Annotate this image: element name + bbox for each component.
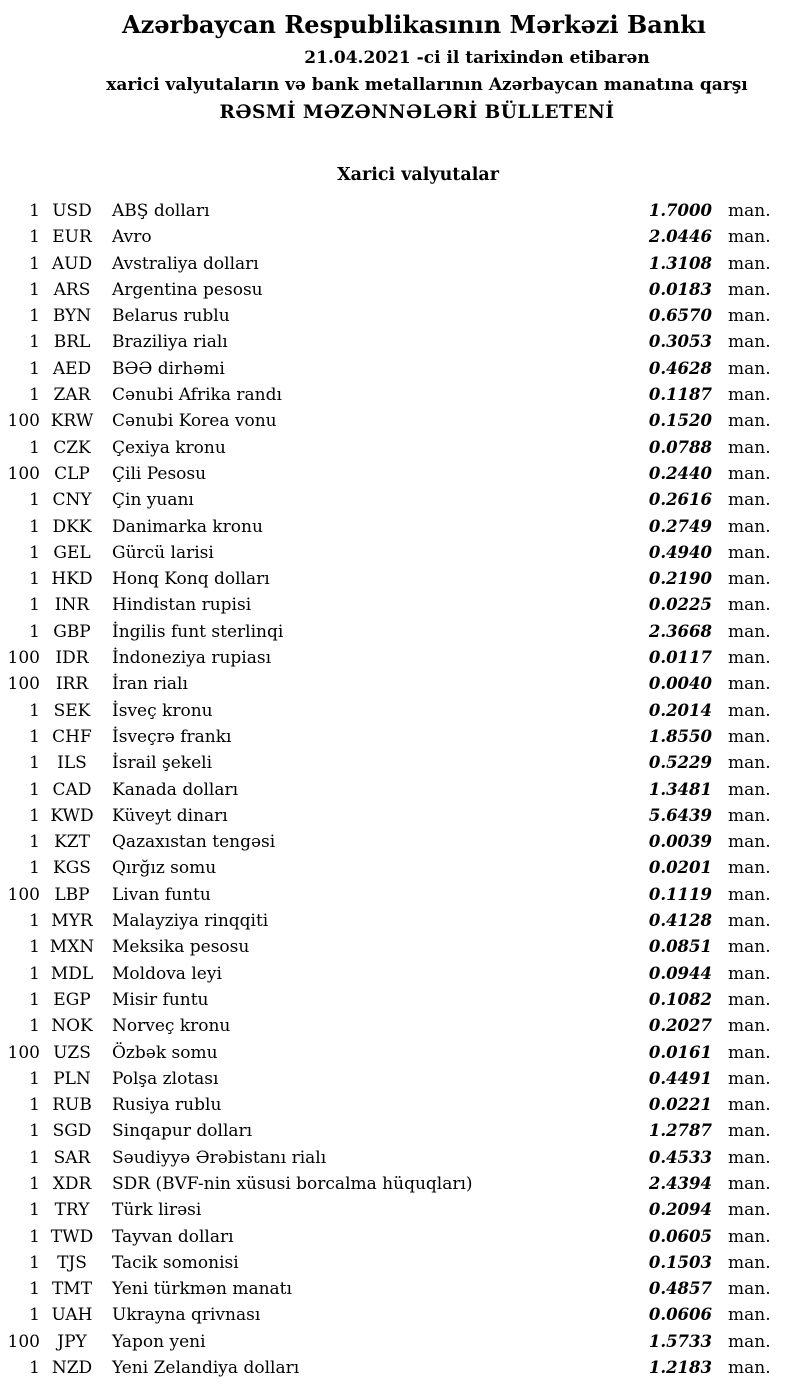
effective-date-line: 21.04.2021 -ci il tarixindən etibarən bbox=[304, 48, 650, 68]
row-quantity: 1 bbox=[29, 1095, 40, 1116]
row-rate-value: 0.2014 bbox=[648, 700, 712, 720]
row-rate-unit: man. bbox=[728, 569, 771, 590]
row-currency-name: İsveçrə frankı bbox=[112, 726, 232, 747]
row-currency-code: AUD bbox=[51, 253, 93, 274]
row-currency-code: SGD bbox=[52, 1121, 92, 1142]
row-rate-unit: man. bbox=[728, 911, 771, 932]
row-rate-value: 5.6439 bbox=[648, 805, 712, 825]
row-currency-name: SDR (BVF-nin xüsusi borcalma hüquqları) bbox=[112, 1173, 473, 1194]
row-rate-value: 0.0161 bbox=[648, 1042, 712, 1062]
row-currency-name: İngilis funt sterlinqi bbox=[112, 621, 284, 642]
row-rate-value: 0.2616 bbox=[648, 490, 712, 510]
row-currency-name: Çexiya kronu bbox=[112, 437, 226, 458]
row-quantity: 1 bbox=[29, 385, 40, 406]
rate-row bbox=[0, 566, 800, 592]
row-rate-value: 0.0039 bbox=[648, 832, 712, 852]
row-quantity: 100 bbox=[7, 884, 40, 905]
row-rate-value: 0.0225 bbox=[648, 595, 712, 615]
rate-row bbox=[0, 645, 800, 671]
row-currency-code: BRL bbox=[53, 332, 91, 353]
row-rate-unit: man. bbox=[728, 253, 771, 274]
row-rate-value: 0.2440 bbox=[648, 463, 712, 483]
row-rate-unit: man. bbox=[728, 700, 771, 721]
row-quantity: 1 bbox=[29, 858, 40, 879]
row-quantity: 100 bbox=[7, 1331, 40, 1352]
row-currency-code: MXN bbox=[49, 937, 95, 958]
row-rate-unit: man. bbox=[728, 753, 771, 774]
row-quantity: 1 bbox=[29, 805, 40, 826]
row-rate-value: 1.8550 bbox=[648, 726, 712, 746]
row-currency-name: Türk lirəsi bbox=[112, 1200, 202, 1221]
row-rate-unit: man. bbox=[728, 1016, 771, 1037]
row-currency-name: Rusiya rublu bbox=[112, 1095, 222, 1116]
rate-row bbox=[0, 961, 800, 987]
row-quantity: 1 bbox=[29, 253, 40, 274]
row-currency-code: GBP bbox=[53, 621, 91, 642]
row-currency-code: INR bbox=[54, 595, 90, 616]
rate-row bbox=[0, 1171, 800, 1197]
rates-table bbox=[0, 198, 800, 1381]
bulletin-heading: RƏSMİ MƏZƏNNƏLƏRİ BÜLLETENİ bbox=[219, 102, 615, 123]
row-currency-code: EGP bbox=[53, 989, 91, 1010]
row-currency-name: Moldova leyi bbox=[112, 963, 222, 984]
row-currency-name: İndoneziya rupiası bbox=[112, 648, 272, 669]
row-rate-unit: man. bbox=[728, 621, 771, 642]
bank-title: Azərbaycan Respublikasının Mərkəzi Bankı bbox=[121, 10, 707, 39]
row-quantity: 1 bbox=[29, 937, 40, 958]
rate-row bbox=[0, 514, 800, 540]
row-rate-value: 0.4533 bbox=[648, 1147, 712, 1167]
row-rate-value: 0.2749 bbox=[648, 516, 712, 536]
row-rate-unit: man. bbox=[728, 858, 771, 879]
row-quantity: 1 bbox=[29, 1200, 40, 1221]
row-rate-unit: man. bbox=[728, 1226, 771, 1247]
row-rate-unit: man. bbox=[728, 1068, 771, 1089]
rate-row bbox=[0, 435, 800, 461]
row-currency-name: ABŞ dolları bbox=[112, 201, 210, 221]
row-currency-name: Avstraliya dolları bbox=[112, 253, 259, 274]
row-rate-unit: man. bbox=[728, 1042, 771, 1063]
row-currency-name: Çili Pesosu bbox=[112, 463, 207, 484]
rate-row bbox=[0, 750, 800, 776]
row-currency-code: KZT bbox=[54, 832, 90, 853]
row-rate-unit: man. bbox=[728, 595, 771, 616]
row-rate-unit: man. bbox=[728, 411, 771, 432]
row-currency-name: Danimarka kronu bbox=[112, 516, 263, 537]
row-rate-unit: man. bbox=[728, 779, 771, 800]
row-rate-value: 1.3108 bbox=[648, 253, 712, 273]
row-rate-value: 0.1187 bbox=[648, 385, 712, 405]
row-rate-value: 0.0788 bbox=[648, 437, 712, 457]
row-quantity: 1 bbox=[29, 279, 40, 300]
rate-row bbox=[0, 592, 800, 618]
row-rate-unit: man. bbox=[728, 437, 771, 458]
row-quantity: 1 bbox=[29, 911, 40, 932]
rate-row bbox=[0, 408, 800, 434]
row-currency-code: IRR bbox=[55, 674, 89, 695]
rate-row bbox=[0, 1250, 800, 1276]
row-quantity: 1 bbox=[29, 1016, 40, 1037]
row-currency-code: CLP bbox=[54, 463, 90, 484]
row-quantity: 1 bbox=[29, 832, 40, 853]
row-quantity: 1 bbox=[29, 569, 40, 590]
row-currency-name: Tacik somonisi bbox=[112, 1252, 239, 1273]
row-currency-name: Yeni Zelandiya dolları bbox=[112, 1358, 300, 1379]
rate-row bbox=[0, 303, 800, 329]
row-quantity: 1 bbox=[29, 726, 40, 747]
row-currency-name: Honq Konq dolları bbox=[112, 569, 270, 590]
row-currency-code: TWD bbox=[50, 1226, 94, 1247]
row-currency-code: CHF bbox=[52, 726, 92, 747]
row-currency-code: CZK bbox=[53, 437, 91, 458]
rate-row bbox=[0, 1118, 800, 1144]
row-rate-value: 1.5733 bbox=[648, 1331, 712, 1351]
row-currency-name: Yapon yeni bbox=[112, 1331, 206, 1352]
row-quantity: 1 bbox=[29, 753, 40, 774]
row-currency-name: Meksika pesosu bbox=[112, 937, 250, 958]
row-currency-code: BYN bbox=[52, 306, 92, 327]
rate-row bbox=[0, 619, 800, 645]
row-quantity: 1 bbox=[29, 1226, 40, 1247]
row-rate-unit: man. bbox=[728, 463, 771, 484]
row-rate-value: 0.2190 bbox=[648, 569, 712, 589]
rate-row bbox=[0, 855, 800, 881]
row-quantity: 1 bbox=[29, 227, 40, 248]
row-currency-name: Sinqapur dolları bbox=[112, 1121, 253, 1142]
row-rate-unit: man. bbox=[728, 1279, 771, 1300]
row-rate-unit: man. bbox=[728, 332, 771, 353]
row-rate-value: 0.4857 bbox=[648, 1279, 712, 1299]
rate-row bbox=[0, 277, 800, 303]
row-currency-code: LBP bbox=[54, 884, 90, 905]
row-currency-code: EUR bbox=[52, 227, 92, 248]
rate-row bbox=[0, 224, 800, 250]
row-rate-value: 0.0201 bbox=[648, 858, 712, 878]
row-rate-value: 2.3668 bbox=[648, 621, 712, 641]
rate-row bbox=[0, 698, 800, 724]
row-rate-unit: man. bbox=[728, 832, 771, 853]
row-rate-unit: man. bbox=[728, 726, 771, 747]
row-currency-name: Belarus rublu bbox=[112, 306, 230, 327]
row-currency-name: Cənubi Afrika randı bbox=[112, 385, 282, 406]
section-title-foreign-currencies: Xarici valyutalar bbox=[337, 165, 499, 185]
rate-row bbox=[0, 724, 800, 750]
row-currency-name: Avro bbox=[112, 227, 152, 248]
row-rate-value: 0.1082 bbox=[648, 989, 712, 1009]
row-rate-value: 2.4394 bbox=[648, 1173, 712, 1193]
row-rate-unit: man. bbox=[728, 1173, 771, 1194]
rate-row bbox=[0, 1302, 800, 1328]
row-quantity: 1 bbox=[29, 779, 40, 800]
row-rate-unit: man. bbox=[728, 884, 771, 905]
row-currency-name: İsrail şekeli bbox=[112, 753, 212, 774]
row-rate-value: 0.3053 bbox=[648, 332, 712, 352]
row-quantity: 1 bbox=[29, 963, 40, 984]
row-quantity: 100 bbox=[7, 648, 40, 669]
rate-row bbox=[0, 671, 800, 697]
row-rate-unit: man. bbox=[728, 937, 771, 958]
row-rate-unit: man. bbox=[728, 542, 771, 563]
row-quantity: 1 bbox=[29, 1252, 40, 1273]
row-currency-code: UZS bbox=[53, 1042, 91, 1063]
row-rate-value: 0.4628 bbox=[648, 358, 712, 378]
row-quantity: 1 bbox=[29, 306, 40, 327]
row-rate-value: 0.0944 bbox=[648, 963, 712, 983]
rate-row bbox=[0, 1013, 800, 1039]
row-rate-unit: man. bbox=[728, 1121, 771, 1142]
row-quantity: 100 bbox=[7, 674, 40, 695]
row-rate-value: 0.1520 bbox=[648, 411, 712, 431]
rate-row bbox=[0, 540, 800, 566]
row-currency-code: NZD bbox=[51, 1358, 93, 1379]
rate-row bbox=[0, 487, 800, 513]
row-rate-unit: man. bbox=[728, 306, 771, 327]
row-currency-name: Küveyt dinarı bbox=[112, 805, 228, 826]
rate-row bbox=[0, 1066, 800, 1092]
row-currency-name: Polşa zlotası bbox=[112, 1068, 219, 1089]
row-currency-code: GEL bbox=[53, 542, 91, 563]
rate-row bbox=[0, 356, 800, 382]
row-currency-code: MYR bbox=[51, 911, 93, 932]
row-currency-name: Səudiyyə Ərəbistanı rialı bbox=[112, 1147, 327, 1168]
row-quantity: 1 bbox=[29, 332, 40, 353]
row-quantity: 100 bbox=[7, 1042, 40, 1063]
row-rate-value: 1.2787 bbox=[648, 1121, 712, 1141]
row-currency-code: CNY bbox=[52, 490, 92, 511]
row-currency-code: ARS bbox=[53, 279, 91, 300]
row-quantity: 100 bbox=[7, 463, 40, 484]
row-rate-unit: man. bbox=[728, 358, 771, 379]
row-rate-value: 1.2183 bbox=[648, 1358, 712, 1378]
rate-row bbox=[0, 461, 800, 487]
row-rate-value: 0.0040 bbox=[648, 674, 712, 694]
row-rate-value: 0.0183 bbox=[648, 279, 712, 299]
row-rate-value: 0.2027 bbox=[648, 1016, 712, 1036]
row-rate-value: 0.4940 bbox=[648, 542, 712, 562]
row-currency-name: Braziliya rialı bbox=[112, 332, 228, 353]
row-quantity: 1 bbox=[29, 1358, 40, 1379]
rate-row bbox=[0, 1224, 800, 1250]
row-quantity: 1 bbox=[29, 621, 40, 642]
row-rate-unit: man. bbox=[728, 279, 771, 300]
row-rate-unit: man. bbox=[728, 385, 771, 406]
row-rate-value: 1.7000 bbox=[648, 201, 712, 220]
row-rate-unit: man. bbox=[728, 963, 771, 984]
row-quantity: 1 bbox=[29, 989, 40, 1010]
row-currency-code: RUB bbox=[52, 1095, 92, 1116]
rate-row bbox=[0, 987, 800, 1013]
row-currency-name: Özbək somu bbox=[112, 1042, 218, 1063]
rate-row bbox=[0, 777, 800, 803]
row-rate-unit: man. bbox=[728, 1147, 771, 1168]
row-quantity: 1 bbox=[29, 358, 40, 379]
row-currency-code: CAD bbox=[52, 779, 92, 800]
row-quantity: 1 bbox=[29, 1121, 40, 1142]
row-currency-name: Kanada dolları bbox=[112, 779, 239, 800]
row-rate-value: 0.5229 bbox=[648, 753, 712, 773]
row-currency-code: PLN bbox=[53, 1068, 91, 1089]
rate-row bbox=[0, 251, 800, 277]
row-currency-name: Cənubi Korea vonu bbox=[112, 411, 277, 432]
row-rate-value: 0.2094 bbox=[648, 1200, 712, 1220]
rate-row bbox=[0, 908, 800, 934]
row-quantity: 100 bbox=[7, 411, 40, 432]
row-rate-value: 0.0221 bbox=[648, 1095, 712, 1115]
row-currency-name: Tayvan dolları bbox=[112, 1226, 234, 1247]
row-currency-code: KWD bbox=[50, 805, 94, 826]
row-currency-name: Hindistan rupisi bbox=[112, 595, 252, 616]
rate-row bbox=[0, 1040, 800, 1066]
row-rate-value: 0.4128 bbox=[648, 911, 712, 931]
row-currency-name: İsveç kronu bbox=[112, 700, 213, 721]
row-currency-code: NOK bbox=[51, 1016, 93, 1037]
row-rate-unit: man. bbox=[728, 227, 771, 248]
row-quantity: 1 bbox=[29, 1068, 40, 1089]
row-quantity: 1 bbox=[29, 1147, 40, 1168]
rate-row bbox=[0, 1092, 800, 1118]
scope-line: xarici valyutaların və bank metallarının Azərbaycan manatına qarşı bbox=[106, 75, 748, 95]
row-rate-value: 0.0605 bbox=[648, 1226, 712, 1246]
rate-row bbox=[0, 198, 800, 224]
rate-row bbox=[0, 382, 800, 408]
row-currency-name: Argentina pesosu bbox=[112, 279, 263, 300]
row-rate-unit: man. bbox=[728, 201, 771, 221]
row-quantity: 1 bbox=[29, 1305, 40, 1326]
row-quantity: 1 bbox=[29, 700, 40, 721]
row-currency-code: ZAR bbox=[53, 385, 91, 406]
row-currency-code: XDR bbox=[52, 1173, 92, 1194]
row-currency-code: UAH bbox=[51, 1305, 93, 1326]
row-rate-value: 0.0606 bbox=[648, 1305, 712, 1325]
row-rate-unit: man. bbox=[728, 1358, 771, 1379]
row-rate-value: 2.0446 bbox=[648, 227, 712, 247]
row-rate-value: 0.0117 bbox=[648, 648, 712, 668]
row-currency-code: TRY bbox=[54, 1200, 90, 1221]
row-rate-unit: man. bbox=[728, 989, 771, 1010]
rate-row bbox=[0, 882, 800, 908]
row-currency-code: KGS bbox=[53, 858, 91, 879]
row-rate-unit: man. bbox=[728, 674, 771, 695]
row-currency-name: BƏƏ dirhəmi bbox=[112, 358, 225, 379]
row-currency-name: Misir funtu bbox=[112, 989, 209, 1010]
row-rate-unit: man. bbox=[728, 1252, 771, 1273]
row-rate-unit: man. bbox=[728, 490, 771, 511]
row-currency-name: Livan funtu bbox=[112, 884, 211, 905]
row-currency-code: TJS bbox=[57, 1252, 87, 1273]
row-quantity: 1 bbox=[29, 1173, 40, 1194]
row-currency-name: Yeni türkmən manatı bbox=[112, 1279, 292, 1300]
row-currency-name: Qazaxıstan tengəsi bbox=[112, 832, 276, 853]
row-currency-code: JPY bbox=[57, 1331, 87, 1352]
row-quantity: 1 bbox=[29, 516, 40, 537]
rate-row bbox=[0, 803, 800, 829]
row-rate-value: 0.6570 bbox=[648, 306, 712, 326]
row-rate-value: 0.4491 bbox=[648, 1068, 712, 1088]
rate-row bbox=[0, 329, 800, 355]
row-currency-code: MDL bbox=[50, 963, 94, 984]
row-currency-code: TMT bbox=[51, 1279, 93, 1300]
rate-row bbox=[0, 1276, 800, 1302]
row-currency-name: İran rialı bbox=[112, 674, 188, 695]
row-currency-code: KRW bbox=[50, 411, 94, 432]
row-rate-unit: man. bbox=[728, 1305, 771, 1326]
row-rate-unit: man. bbox=[728, 805, 771, 826]
row-currency-name: Qırğız somu bbox=[112, 858, 217, 879]
row-rate-unit: man. bbox=[728, 1095, 771, 1116]
row-quantity: 1 bbox=[29, 201, 40, 221]
rate-row bbox=[0, 829, 800, 855]
row-currency-name: Çin yuanı bbox=[112, 490, 194, 511]
row-currency-code: IDR bbox=[55, 648, 89, 669]
row-currency-code: AED bbox=[52, 358, 92, 379]
row-currency-code: SAR bbox=[53, 1147, 91, 1168]
row-rate-unit: man. bbox=[728, 648, 771, 669]
row-rate-value: 0.0851 bbox=[648, 937, 712, 957]
row-currency-code: HKD bbox=[51, 569, 93, 590]
row-rate-unit: man. bbox=[728, 516, 771, 537]
row-currency-code: DKK bbox=[52, 516, 92, 537]
rate-row bbox=[0, 1355, 800, 1381]
row-currency-name: Malayziya rinqqiti bbox=[112, 911, 269, 932]
row-rate-value: 1.3481 bbox=[648, 779, 712, 799]
rate-row bbox=[0, 1145, 800, 1171]
row-quantity: 1 bbox=[29, 595, 40, 616]
row-quantity: 1 bbox=[29, 437, 40, 458]
row-quantity: 1 bbox=[29, 490, 40, 511]
row-currency-name: Ukrayna qrivnası bbox=[112, 1305, 261, 1326]
row-currency-code: SEK bbox=[53, 700, 91, 721]
row-rate-unit: man. bbox=[728, 1200, 771, 1221]
row-rate-unit: man. bbox=[728, 1331, 771, 1352]
row-rate-value: 0.1503 bbox=[648, 1252, 712, 1272]
row-currency-code: USD bbox=[52, 201, 92, 221]
row-currency-name: Norveç kronu bbox=[112, 1016, 231, 1037]
rate-row bbox=[0, 1197, 800, 1223]
row-currency-name: Gürcü larisi bbox=[112, 542, 214, 563]
row-quantity: 1 bbox=[29, 542, 40, 563]
row-quantity: 1 bbox=[29, 1279, 40, 1300]
rate-row bbox=[0, 1329, 800, 1355]
row-rate-value: 0.1119 bbox=[648, 884, 712, 904]
row-currency-code: ILS bbox=[57, 753, 87, 774]
rate-row bbox=[0, 934, 800, 960]
